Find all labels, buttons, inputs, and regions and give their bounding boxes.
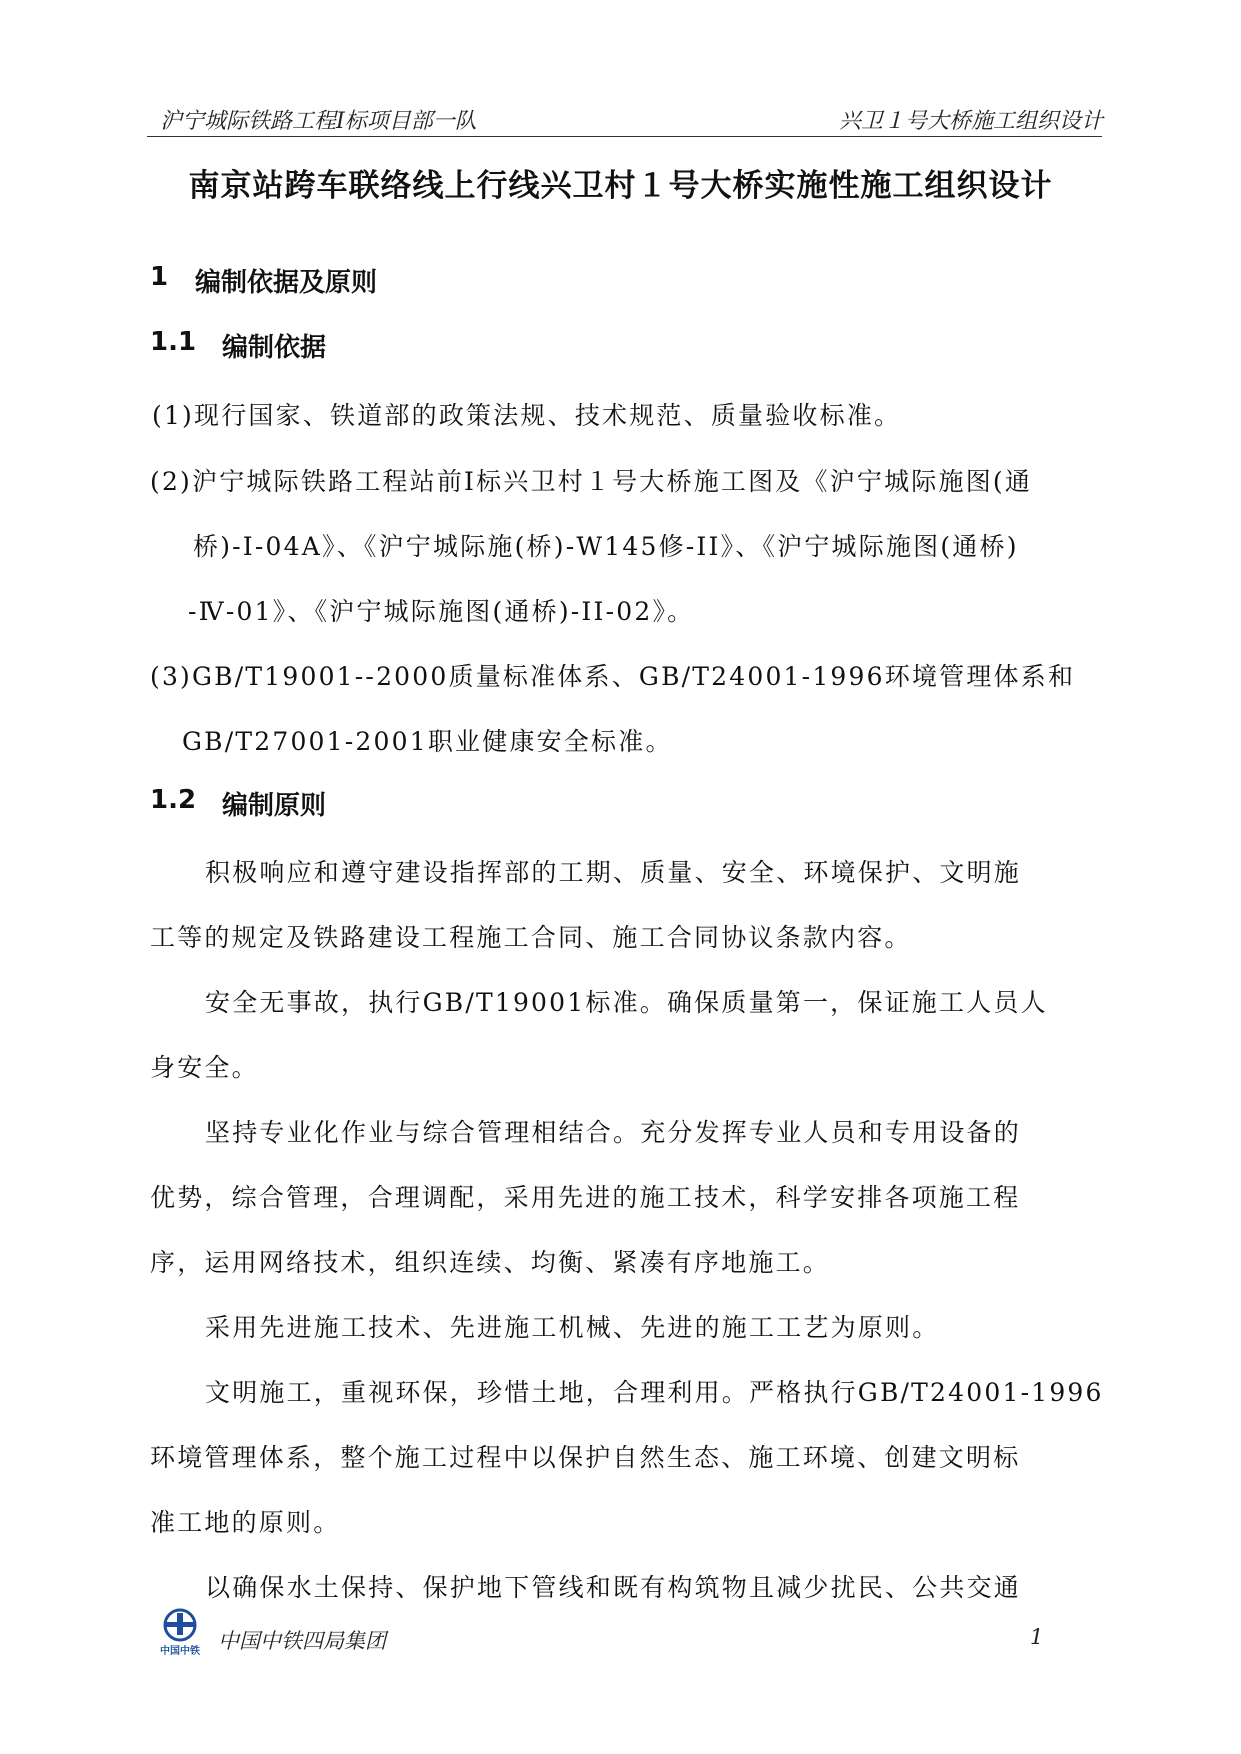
basis-line-5: (3)GB/T19001--2000质量标准体系、GB/T24001-1996环境管理体系和 [150, 662, 1076, 691]
principle-line-4: 身安全。 [150, 1053, 259, 1082]
section-1-2-number: 1.2 [150, 785, 197, 815]
principle-line-1: 积极响应和遵守建设指挥部的工期、质量、安全、环境保护、文明施 [205, 858, 1022, 887]
basis-line-4: -Ⅳ-01》、《沪宁城际施图(通桥)-II-02》。 [188, 597, 695, 626]
document-title: 南京站跨车联络线上行线兴卫村１号大桥实施性施工组织设计 [188, 168, 1053, 204]
crec-logo [150, 1605, 210, 1657]
principle-line-3: 安全无事故，执行GB/T19001标准。确保质量第一，保证施工人员人 [205, 988, 1048, 1017]
basis-line-1: (1)现行国家、铁道部的政策法规、技术规范、质量验收标准。 [152, 401, 902, 430]
principle-line-2: 工等的规定及铁路建设工程施工合同、施工合同协议条款内容。 [150, 923, 912, 952]
footer-company: 中国中铁四局集团 [218, 1629, 386, 1653]
section-1-label: 编制依据及原则 [195, 268, 378, 298]
section-1-1-number: 1.1 [150, 327, 197, 357]
section-1-1-label: 编制依据 [222, 333, 327, 363]
principle-line-8: 采用先进施工技术、先进施工机械、先进的施工工艺为原则。 [205, 1313, 940, 1342]
principle-line-9: 文明施工，重视环保，珍惜土地，合理利用。严格执行GB/T24001-1996 [205, 1378, 1104, 1407]
principle-line-10: 环境管理体系，整个施工过程中以保护自然生态、施工环境、创建文明标 [150, 1443, 1021, 1472]
basis-line-3: 桥)-Ⅰ-04A》、《沪宁城际施(桥)-W145修-II》、《沪宁城际施图(通桥) [193, 532, 1019, 561]
basis-line-6: GB/T27001-2001职业健康安全标准。 [182, 727, 673, 756]
principle-line-12: 以确保水土保持、保护地下管线和既有构筑物且减少扰民、公共交通 [205, 1573, 1022, 1602]
header-right: 兴卫１号大桥施工组织设计 [838, 109, 1103, 134]
principle-line-6: 优势，综合管理，合理调配，采用先进的施工技术，科学安排各项施工程 [150, 1183, 1021, 1212]
section-1-number: 1 [150, 262, 169, 292]
header-rule [147, 136, 1102, 137]
principle-line-7: 序，运用网络技术，组织连续、均衡、紧凑有序地施工。 [150, 1248, 831, 1277]
principle-line-11: 准工地的原则。 [150, 1508, 341, 1537]
principle-line-5: 坚持专业化作业与综合管理相结合。充分发挥专业人员和专用设备的 [205, 1118, 1022, 1147]
page-number: 1 [1030, 1625, 1044, 1649]
header-left: 沪宁城际铁路工程Ⅰ标项目部一队 [160, 109, 477, 134]
logo-text: 中国中铁 [160, 1646, 200, 1657]
basis-line-2: (2)沪宁城际铁路工程站前Ⅰ标兴卫村１号大桥施工图及《沪宁城际施图(通 [150, 467, 1033, 496]
section-1-2-label: 编制原则 [222, 791, 327, 821]
